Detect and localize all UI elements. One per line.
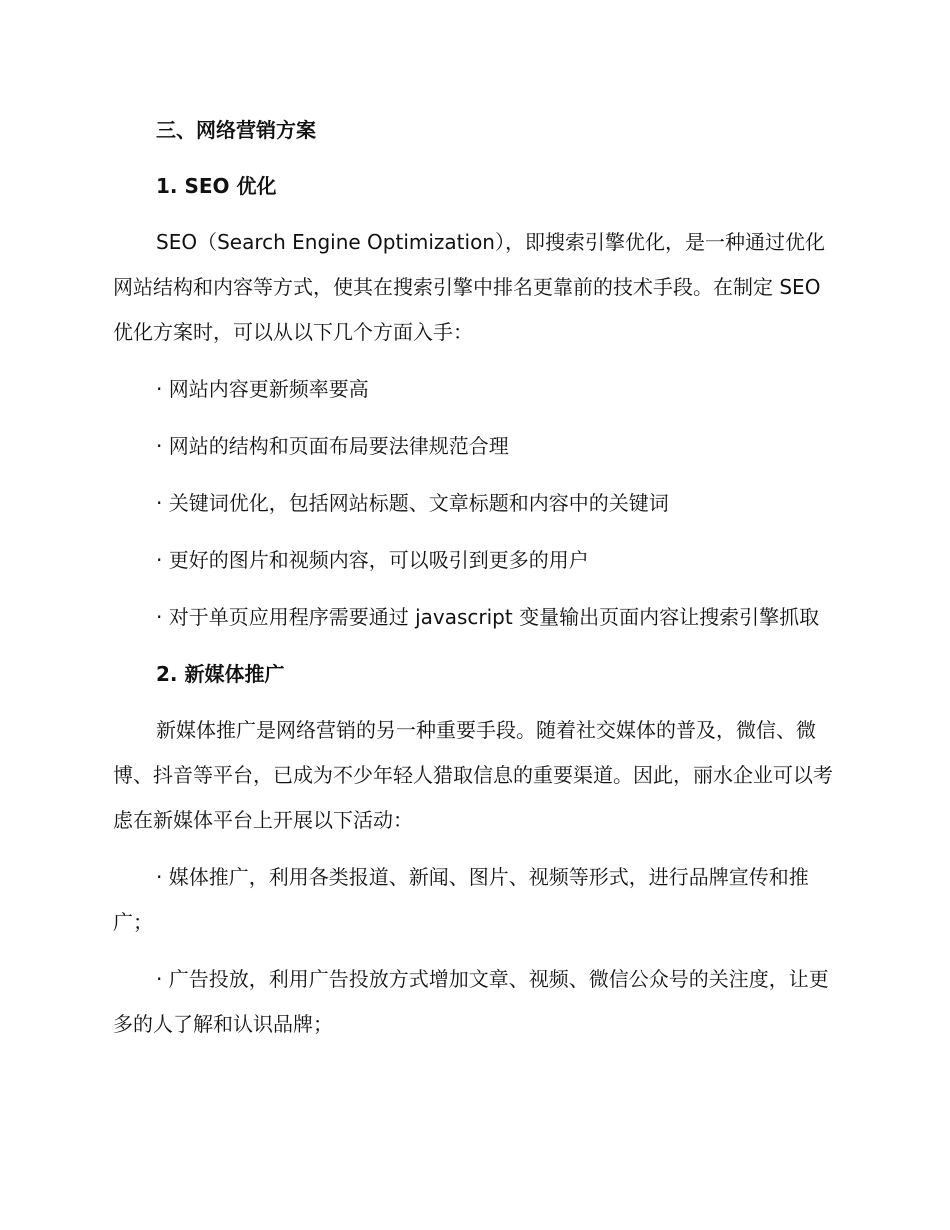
section-title: 三、网络营销方案 xyxy=(156,118,316,142)
new-media-intro-paragraph: 新媒体推广是网络营销的另一种重要手段。随着社交媒体的普及，微信、微博、抖音等平台，已成为不少年轻人猎取信息的重要渠道。因此，丽水企业可以考虑在新媒体平台上开展以下活动： xyxy=(113,718,833,832)
seo-bullet-item: · 网站内容更新频率要高 xyxy=(156,377,369,401)
seo-bullet-item: · 更好的图片和视频内容，可以吸引到更多的用户 xyxy=(156,548,589,572)
new-media-bullet-item: · 媒体推广，利用各类报道、新闻、图片、视频等形式，进行品牌宣传和推广； xyxy=(113,865,809,934)
seo-bullet-item: · 关键词优化，包括网站标题、文章标题和内容中的关键词 xyxy=(156,491,669,515)
new-media-bullet-item: · 广告投放，利用广告投放方式增加文章、视频、微信公众号的关注度，让更多的人了解和认识品牌； xyxy=(113,967,829,1036)
seo-heading: 1. SEO 优化 xyxy=(156,174,277,198)
seo-bullet-item: · 网站的结构和页面布局要法律规范合理 xyxy=(156,434,509,458)
seo-bullet-item: · 对于单页应用程序需要通过 javascript 变量输出页面内容让搜索引擎抓取 xyxy=(156,605,820,629)
document-body xyxy=(113,108,835,1059)
new-media-heading: 2. 新媒体推广 xyxy=(156,662,285,686)
seo-intro-paragraph: SEO（Search Engine Optimization），即搜索引擎优化，是一种通过优化网站结构和内容等方式，使其在搜索引擎中排名更靠前的技术手段。在制定 SEO 优化方案时，可以从以下几个方面入手： xyxy=(113,230,825,344)
